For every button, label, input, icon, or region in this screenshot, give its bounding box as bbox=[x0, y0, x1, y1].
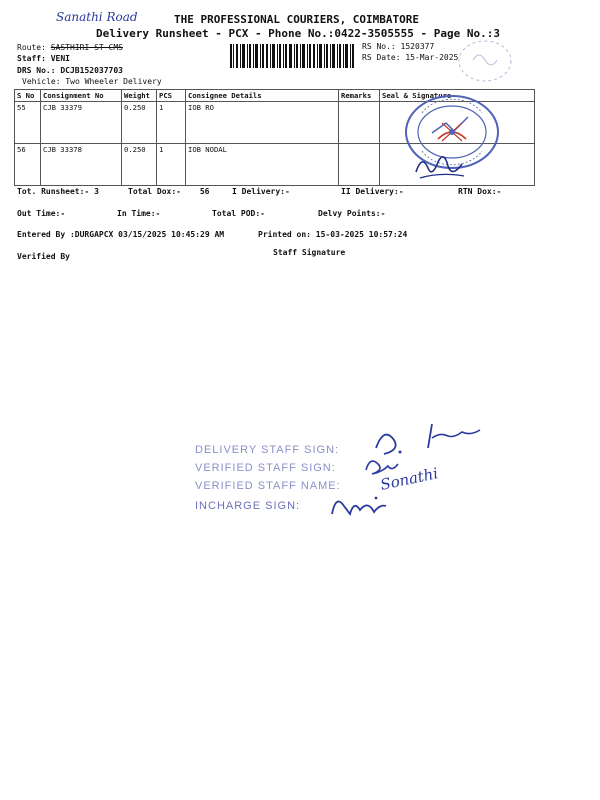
col-header-consignment: Consignment No bbox=[41, 90, 122, 102]
rtn-dox: RTN Dox:- bbox=[458, 187, 502, 196]
cell-sno: 56 bbox=[15, 144, 41, 186]
page-title: THE PROFESSIONAL COURIERS, COIMBATORE bbox=[174, 13, 420, 26]
rs-date-label: RS Date: bbox=[362, 53, 401, 62]
cell-pcs: 1 bbox=[157, 144, 186, 186]
cell-pcs: 1 bbox=[157, 102, 186, 144]
staff-line bbox=[17, 54, 70, 63]
stamp-delivery-staff-sign: DELIVERY STAFF SIGN: bbox=[195, 444, 340, 456]
vehicle-label: Vehicle: bbox=[22, 77, 61, 86]
entered-by: Entered By :DURGAPCX 03/15/2025 10:45:29 AM bbox=[17, 230, 225, 239]
delvy-points: Delvy Points:- bbox=[318, 209, 386, 218]
col-header-sno: S No bbox=[15, 90, 41, 102]
col-header-weight: Weight bbox=[122, 90, 157, 102]
handwritten-note: Sanathi Road bbox=[56, 10, 138, 24]
rs-no-value: 1520377 bbox=[400, 42, 435, 51]
cell-sno: 55 bbox=[15, 102, 41, 144]
drs-value: DCJB152037703 bbox=[60, 66, 123, 75]
cell-consignment: CJB 33379 bbox=[41, 102, 122, 144]
stamp-verified-staff-sign: VERIFIED STAFF SIGN: bbox=[195, 462, 336, 474]
total-dox bbox=[128, 187, 209, 196]
total-pod: Total POD:- bbox=[212, 209, 265, 218]
rs-date-line bbox=[362, 53, 458, 62]
staff-signature-label: Staff Signature bbox=[273, 248, 346, 257]
tot-runsheet: Tot. Runsheet:- 3 bbox=[17, 187, 99, 196]
drs-line bbox=[17, 66, 123, 75]
runsheet-subtitle: Delivery Runsheet - PCX - Phone No.:0422-3505555 - Page No.:3 bbox=[96, 27, 500, 40]
route-value: SASTHIRI ST CMS bbox=[50, 43, 123, 52]
verified-by: Verified By bbox=[17, 252, 70, 261]
printed-on: Printed on: 15-03-2025 10:57:24 bbox=[258, 230, 408, 239]
cell-consignee: IOB NODAL bbox=[186, 144, 339, 186]
rs-no-line bbox=[362, 42, 434, 51]
col-header-seal: Seal & Signature bbox=[380, 90, 535, 102]
stamp-verified-staff-name: VERIFIED STAFF NAME: bbox=[195, 480, 341, 492]
col-header-pcs: PCS bbox=[157, 90, 186, 102]
barcode bbox=[230, 44, 355, 68]
i-delivery: I Delivery:- bbox=[232, 187, 290, 196]
incharge-signature bbox=[326, 488, 396, 522]
rs-date-value: 15-Mar-2025 bbox=[405, 53, 459, 62]
cell-consignee: IOB RO bbox=[186, 102, 339, 144]
verified-staff-name-handwriting: Sonathi bbox=[378, 464, 440, 494]
drs-label: DRS No.: bbox=[17, 66, 56, 75]
staff-label: Staff: bbox=[17, 54, 46, 63]
staff-value: VENI bbox=[50, 54, 70, 63]
col-header-remarks: Remarks bbox=[339, 90, 380, 102]
route-line bbox=[17, 43, 123, 52]
out-time: Out Time:- bbox=[17, 209, 66, 218]
cell-remarks bbox=[339, 144, 380, 186]
stamp-incharge-sign: INCHARGE SIGN: bbox=[195, 500, 301, 512]
cell-weight: 0.250 bbox=[122, 144, 157, 186]
total-dox-label: Total Dox:- bbox=[128, 187, 181, 196]
faint-stamp-mark bbox=[455, 36, 515, 86]
vehicle-line bbox=[22, 77, 162, 86]
cell-weight: 0.250 bbox=[122, 102, 157, 144]
cell-consignment: CJB 33378 bbox=[41, 144, 122, 186]
col-header-consignee: Consignee Details bbox=[186, 90, 339, 102]
ii-delivery: II Delivery:- bbox=[341, 187, 404, 196]
in-time: In Time:- bbox=[117, 209, 161, 218]
rs-no-label: RS No.: bbox=[362, 42, 396, 51]
seal-signature-scribble bbox=[412, 150, 472, 184]
vehicle-value: Two Wheeler Delivery bbox=[65, 77, 162, 86]
route-label: Route: bbox=[17, 43, 46, 52]
totals-row bbox=[17, 187, 99, 196]
total-dox-value: 56 bbox=[199, 187, 210, 196]
cell-remarks bbox=[339, 102, 380, 144]
